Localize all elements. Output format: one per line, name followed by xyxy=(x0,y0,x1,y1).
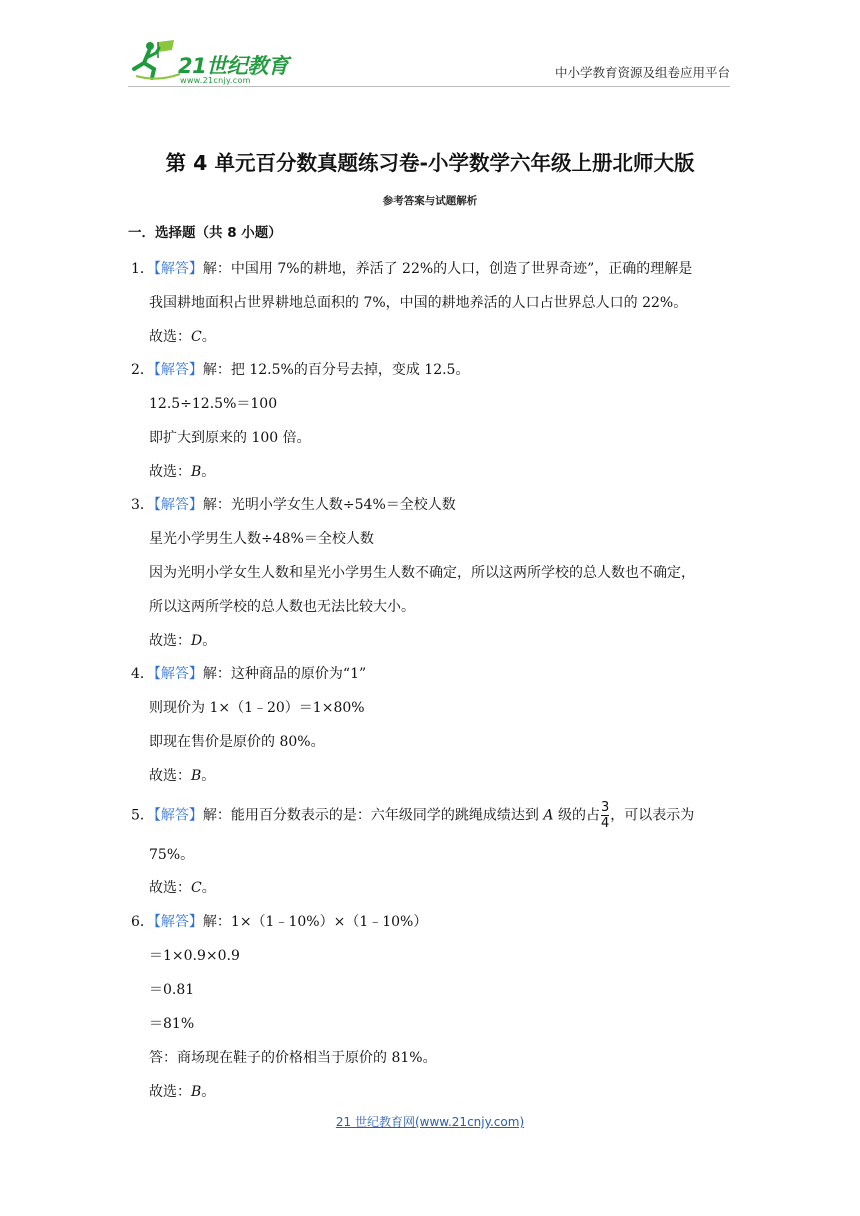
answer-text: 解：光明小学女生人数÷54%＝全校人数 xyxy=(202,497,456,513)
question-4 xyxy=(131,665,366,683)
question-number: 3． xyxy=(131,497,154,513)
choice-line: 故选：D。 xyxy=(149,633,217,649)
fraction-numerator: 3 xyxy=(600,800,610,815)
logo-text: 21世纪教育 xyxy=(178,54,289,78)
answer-line: ＝1×0.9×0.9 xyxy=(149,948,240,964)
choice-value: B xyxy=(191,768,202,784)
answer-text: 解：1×（1﹣10%）×（1﹣10%） xyxy=(202,914,428,930)
choice-value: B xyxy=(191,1084,202,1100)
answer-line: 即扩大到原来的 100 倍。 xyxy=(149,430,311,446)
question-number: 5． xyxy=(131,807,154,824)
answer-line: 12.5÷12.5%＝100 xyxy=(149,396,278,412)
answer-tag: 【解答】 xyxy=(153,807,203,824)
choice-line: 故选：B。 xyxy=(149,768,216,784)
question-6 xyxy=(131,913,427,931)
fraction xyxy=(601,801,609,830)
choice-value: C xyxy=(191,880,202,896)
choice-value: D xyxy=(191,633,203,649)
choice-line: 故选：C。 xyxy=(149,329,216,345)
choice-value: B xyxy=(191,464,202,480)
grade-label: A xyxy=(543,807,554,824)
footer-link[interactable]: 21 世纪教育网(www.21cnjy.com) xyxy=(335,1115,525,1129)
answer-line: 我国耕地面积占世界耕地总面积的 7%，中国的耕地养活的人口占世界总人口的 22%。 xyxy=(149,295,688,311)
section-heading: 一．选择题（共 8 小题） xyxy=(128,225,282,241)
answer-text: 解：这种商品的原价为“1” xyxy=(202,666,367,682)
site-logo xyxy=(128,36,298,84)
answer-tag: 【解答】 xyxy=(153,261,203,277)
document-subtitle: 参考答案与试题解析 xyxy=(382,195,478,207)
answer-tag: 【解答】 xyxy=(153,497,203,513)
platform-name: 中小学教育资源及组卷应用平台 xyxy=(554,65,730,80)
page-header xyxy=(128,30,730,86)
header-divider xyxy=(128,86,730,87)
answer-line: 则现价为 1×（1﹣20）＝1×80% xyxy=(149,700,365,716)
choice-value: C xyxy=(191,329,202,345)
question-number: 1． xyxy=(131,261,154,277)
question-number: 2． xyxy=(131,362,154,378)
answer-line: 因为光明小学女生人数和星光小学男生人数不确定，所以这两所学校的总人数也不确定， xyxy=(149,565,695,581)
question-3 xyxy=(131,496,456,514)
answer-tag: 【解答】 xyxy=(153,666,203,682)
answer-tag: 【解答】 xyxy=(153,914,203,930)
answer-line: 星光小学男生人数÷48%＝全校人数 xyxy=(149,531,374,547)
answer-text: 解：把 12.5%的百分号去掉，变成 12.5。 xyxy=(202,362,470,378)
answer-line: ＝81% xyxy=(149,1016,195,1032)
answer-line: 答：商场现在鞋子的价格相当于原价的 81%。 xyxy=(149,1050,437,1066)
document-title: 第 4 单元百分数真题练习卷-小学数学六年级上册北师大版 xyxy=(165,151,695,175)
answer-line: 即现在售价是原价的 80%。 xyxy=(149,734,325,750)
choice-line: 故选：B。 xyxy=(149,464,216,480)
answer-line: 所以这两所学校的总人数也无法比较大小。 xyxy=(149,599,415,615)
question-number: 6． xyxy=(131,914,154,930)
question-5: 5．【解答】解：能用百分数表示的是：六年级同学的跳绳成绩达到 A 级的占 $\frac{3}{4}$ ，可以表示为 xyxy=(131,800,695,831)
answer-tag: 【解答】 xyxy=(153,362,203,378)
logo-url: www.21cnjy.com xyxy=(180,76,251,85)
fraction-denominator: 4 xyxy=(600,816,610,831)
answer-text: 解：能用百分数表示的是：六年级同学的跳绳成绩达到 xyxy=(202,807,544,824)
choice-line: 故选：B。 xyxy=(149,1084,216,1100)
answer-text: 解：中国用 7%的耕地，养活了 22%的人口，创造了世界奇迹”，正确的理解是 xyxy=(202,261,693,277)
answer-line: ＝0.81 xyxy=(149,982,195,998)
choice-line: 故选：C。 xyxy=(149,880,216,896)
answer-line: 75%。 xyxy=(149,847,195,863)
question-2 xyxy=(131,361,469,379)
question-1 xyxy=(131,260,692,278)
question-number: 4． xyxy=(131,666,154,682)
